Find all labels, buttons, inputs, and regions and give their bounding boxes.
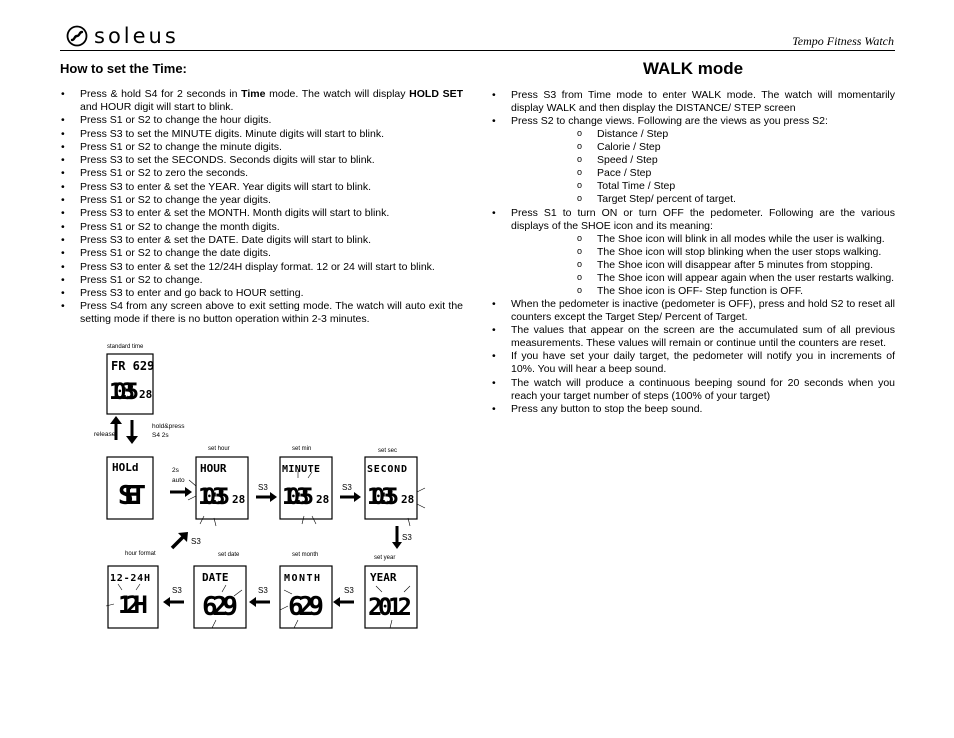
arrow-format-hour (172, 536, 184, 548)
list-item: • Press S3 from Time mode to enter WALK mode. The watch will momentarily display WALK and then display the DISTANCE/ STEP screen (491, 89, 895, 115)
list-item: • Press S3 to set the SECONDS. Seconds digits will star to blink. (60, 154, 463, 167)
sub-list-item: o Total Time / Step (577, 180, 895, 193)
list-item: • Press S1 or S2 to zero the seconds. (60, 167, 463, 180)
month-main-text: 629 (288, 592, 324, 622)
time-steps-list (60, 88, 463, 326)
label-hour-format: hour format (125, 551, 156, 557)
std-main-text: 10:35 (109, 380, 139, 405)
list-item: • If you have set your daily target, the pedometer will notify you in increments of 10%. You will hear a beep sound. (491, 350, 895, 376)
min-sec-text: 28 (316, 493, 330, 506)
arrow-sec-year-head (392, 542, 402, 549)
intro-text: Press & hold S4 for 2 seconds in (80, 88, 242, 100)
label-s3-sec-year: S3 (402, 533, 412, 542)
list-item (491, 115, 895, 206)
min-top-text: MINUTE (282, 464, 320, 475)
label-s3-month-date: S3 (258, 586, 268, 595)
time-setting-diagram (92, 340, 432, 630)
label-s3-year-month: S3 (344, 586, 354, 595)
soleus-logo-icon (66, 25, 88, 47)
list-item: • Press S4 from any screen above to exit setting mode. The watch will auto exit the setting mode if there is no button operation within 2-3 minutes. (60, 300, 463, 326)
label-s3-format-hour: S3 (191, 537, 201, 546)
list-item: • Press S3 to set the MINUTE digits. Minute digits will start to blink. (60, 128, 463, 141)
hour-main-text: 10:35 (198, 485, 230, 510)
arrow-up-head (110, 416, 122, 424)
month-top-text: MONTH (284, 573, 320, 584)
list-item: • Press S1 or S2 to change. (60, 274, 463, 287)
label-set-sec: set sec (378, 448, 398, 454)
diagram-svg (92, 340, 432, 630)
list-item (491, 207, 895, 298)
arrow-month-date-head (249, 597, 256, 607)
list-item: • Press S3 to enter & set the MONTH. Month digits will start to blink. (60, 207, 463, 220)
list-item-text: Press S2 to change views. Following are the views as you press S2: (511, 115, 828, 128)
walk-mode-section (491, 59, 895, 416)
date-main-text: 629 (202, 592, 238, 622)
label-set-hour: set hour (208, 446, 230, 452)
label-set-min: set min (292, 446, 312, 452)
list-item: • Press S1 or S2 to change the date digits. (60, 247, 463, 260)
std-top-text: FR 629 (111, 359, 155, 373)
views-sublist (511, 128, 895, 206)
label-s3-hour-min: S3 (258, 483, 268, 492)
sub-list-item: o The Shoe icon is OFF- Step function is OFF. (577, 285, 895, 298)
soleus-logo (66, 24, 179, 48)
sub-list-item: o The Shoe icon will disappear after 5 minutes from stopping. (577, 259, 895, 272)
sub-list-item: o Speed / Step (577, 154, 895, 167)
intro-bold-mode: Time (241, 88, 266, 100)
sec-top-text: SECOND (367, 464, 407, 475)
list-item (60, 88, 463, 114)
arrow-hour-min-head (270, 492, 277, 502)
fmt-main-text: 12H (118, 591, 148, 619)
document-title: Tempo Fitness Watch (792, 34, 894, 48)
list-item: • Press S3 to enter & set the DATE. Date digits will start to blink. (60, 234, 463, 247)
sub-list-item: o The Shoe icon will blink in all modes while the user is walking. (577, 233, 895, 246)
list-item: • Press S1 or S2 to change the year digits. (60, 194, 463, 207)
sec-main-text: 10:35 (367, 485, 399, 510)
sub-list-item: o The Shoe icon will appear again when the user restarts walking. (577, 272, 895, 285)
sec-sec-text: 28 (401, 493, 415, 506)
sub-list-item: o The Shoe icon will stop blinking when the user stops walking. (577, 246, 895, 259)
list-item-text: Press S1 to turn ON or turn OFF the pedometer. Following are the various displays of the SHOE icon and its meaning: (511, 206, 895, 232)
shoe-icon-sublist (511, 233, 895, 298)
date-top-text: DATE (202, 571, 229, 584)
arrow-auto-head (185, 487, 192, 497)
list-item: • The watch will produce a continuous beeping sound for 20 seconds when you reach your target number of steps (100% of your target) (491, 377, 895, 403)
hold-main-text: SET (118, 481, 146, 511)
list-item: • Press S3 to enter & set the YEAR. Year digits will start to blink. (60, 181, 463, 194)
list-item: • Press any button to stop the beep sound. (491, 403, 895, 416)
label-set-month: set month (292, 552, 319, 558)
label-s4-2s: S4 2s (152, 432, 169, 439)
std-sec-text: 28 (139, 388, 153, 401)
arrow-date-format-head (163, 597, 170, 607)
hour-sec-text: 28 (232, 493, 246, 506)
year-main-text: 2012 (368, 593, 412, 621)
walk-mode-list (491, 89, 895, 416)
label-s3-min-sec: S3 (342, 483, 352, 492)
hold-top-text: HOLd (112, 461, 139, 474)
brand-name: soleus (94, 24, 179, 48)
label-set-date: set date (218, 552, 240, 558)
arrow-down-head (126, 436, 138, 444)
hour-top-text: HOUR (200, 462, 227, 475)
list-item: • Press S3 to enter and go back to HOUR setting. (60, 287, 463, 300)
list-item: • Press S3 to enter & set the 12/24H display format. 12 or 24 will start to blink. (60, 261, 463, 274)
min-main-text: 10:35 (282, 485, 314, 510)
list-item: • The values that appear on the screen are the accumulated sum of all previous measurements. These values will remain or continue until the counters are reset. (491, 324, 895, 350)
label-auto: auto (172, 477, 185, 484)
label-release: release (94, 431, 116, 438)
intro-bold-hold-set: HOLD SET (409, 88, 463, 100)
walk-mode-heading: WALK mode (642, 59, 744, 78)
list-item: • When the pedometer is inactive (pedometer is OFF), press and hold S2 to reset all counters except the Target Step/ Percent of Target. (491, 298, 895, 324)
section-heading: How to set the Time: (60, 61, 187, 76)
sub-list-item: o Distance / Step (577, 128, 895, 141)
list-item: • Press S1 or S2 to change the hour digits. (60, 114, 463, 127)
label-set-year: set year (374, 555, 396, 561)
intro-text: and HOUR digit will start to blink. (80, 101, 234, 113)
header-divider (60, 50, 895, 51)
time-setting-section (60, 61, 463, 327)
intro-text: mode. The watch will display (265, 88, 410, 100)
arrow-year-month-head (333, 597, 340, 607)
label-standard-time: standard time (107, 344, 144, 350)
list-item: • Press S1 or S2 to change the month digits. (60, 221, 463, 234)
list-item: • Press S1 or S2 to change the minute digits. (60, 141, 463, 154)
sub-list-item: o Pace / Step (577, 167, 895, 180)
label-auto-2s: 2s (172, 467, 179, 474)
year-top-text: YEAR (370, 571, 397, 584)
label-s3-date-format: S3 (172, 586, 182, 595)
label-hold-press: hold&press (152, 423, 185, 430)
arrow-min-sec-head (354, 492, 361, 502)
sub-list-item: o Calorie / Step (577, 141, 895, 154)
sub-list-item: o Target Step/ percent of target. (577, 193, 895, 206)
fmt-top-text: 12-24H (110, 573, 150, 584)
page-header (0, 0, 954, 60)
